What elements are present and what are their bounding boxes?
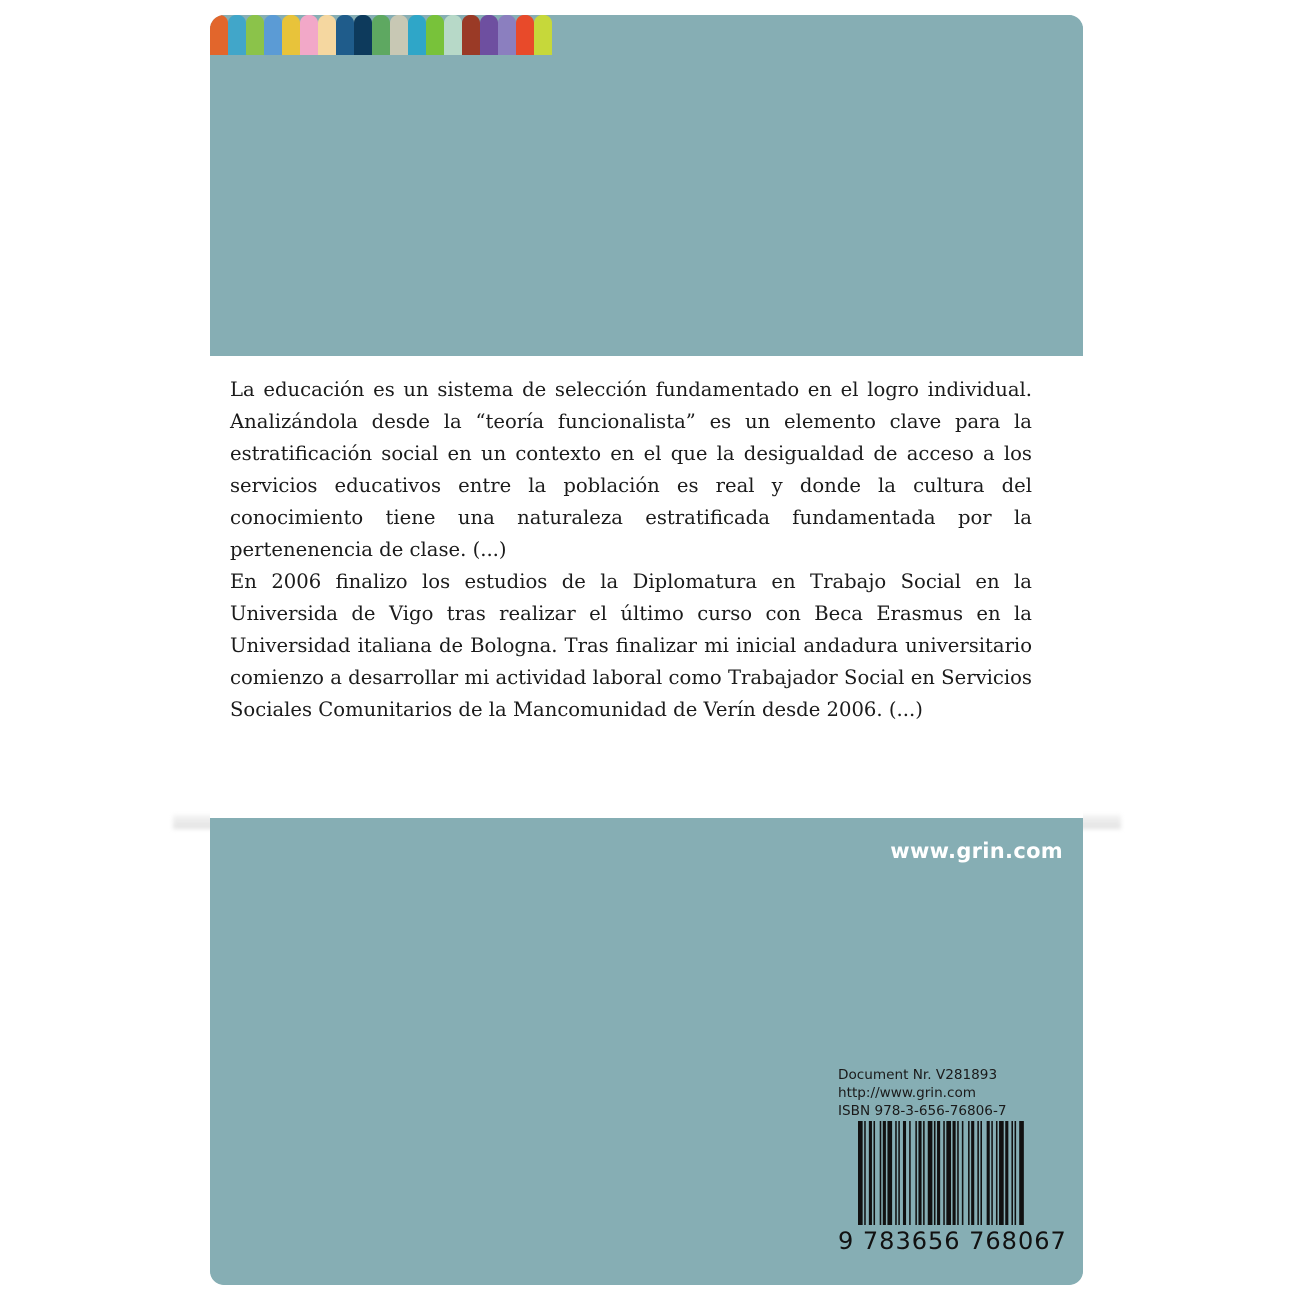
barcode-bar — [895, 1121, 897, 1225]
color-stripe — [354, 15, 372, 55]
barcode-bar — [923, 1121, 925, 1225]
barcode-bar — [962, 1121, 964, 1225]
barcode-bar — [864, 1121, 866, 1225]
barcode-bar — [957, 1121, 959, 1225]
color-stripe — [444, 15, 462, 55]
color-stripe — [408, 15, 426, 55]
color-stripe — [282, 15, 300, 55]
color-stripe — [228, 15, 246, 55]
barcode-bar — [887, 1121, 892, 1225]
publisher-website[interactable]: www.grin.com — [890, 839, 1063, 863]
barcode-bar — [991, 1121, 993, 1225]
color-stripe — [516, 15, 534, 55]
barcode-bar — [928, 1121, 933, 1225]
color-stripe — [480, 15, 498, 55]
book-back-cover — [210, 15, 1083, 1285]
barcode-bar — [883, 1121, 886, 1225]
color-stripe — [336, 15, 354, 55]
isbn: ISBN 978-3-656-76806-7 — [838, 1103, 1007, 1119]
barcode-bar — [934, 1121, 936, 1225]
barcode-bar — [858, 1121, 863, 1225]
barcode-bar — [996, 1121, 998, 1225]
barcode-bar — [915, 1121, 917, 1225]
barcode-bar — [1011, 1121, 1013, 1225]
color-stripe — [498, 15, 516, 55]
barcode-bar — [903, 1121, 906, 1225]
barcode-bar — [980, 1121, 982, 1225]
barcode-bar — [869, 1121, 872, 1225]
barcode-bar — [987, 1121, 990, 1225]
barcode-bar — [953, 1121, 956, 1225]
color-stripe — [462, 15, 480, 55]
color-stripe — [534, 15, 552, 55]
barcode-bar — [918, 1121, 921, 1225]
color-stripe — [210, 15, 228, 55]
barcode-bar — [999, 1121, 1004, 1225]
publisher-url[interactable]: http://www.grin.com — [838, 1085, 977, 1101]
barcode-bar — [880, 1121, 882, 1225]
color-stripe — [372, 15, 390, 55]
color-stripe — [390, 15, 408, 55]
color-stripe — [426, 15, 444, 55]
blurb-paragraph-author: En 2006 finalizo los estudios de la Diplomatura en Trabajo Social en la Universida de Vigo tras realizar el último curso con Beca Erasmus en la Universidad italiana de Bologna. Tras finalizar mi inicial andadura universitario comienzo a desarrollar mi actividad laboral como Trabajador Social en Servicios Sociales Comunitarios de la Mancomunidad de Verín desde 2006. (...) — [230, 570, 1032, 721]
bottom-color-panel — [210, 818, 1083, 1285]
barcode-number: 9 783656 768067 — [838, 1227, 1067, 1255]
barcode-bar — [1005, 1121, 1008, 1225]
top-color-panel — [210, 15, 1083, 356]
barcode-bar — [909, 1121, 911, 1225]
publication-info — [838, 1066, 1007, 1120]
barcode-bar — [946, 1121, 951, 1225]
barcode-bar — [1019, 1121, 1024, 1225]
barcode-bar — [874, 1121, 876, 1225]
barcode-bar — [977, 1121, 979, 1225]
blurb-band — [210, 356, 1083, 818]
color-stripe — [246, 15, 264, 55]
barcode-bar — [1015, 1121, 1017, 1225]
color-stripe — [300, 15, 318, 55]
color-stripe — [318, 15, 336, 55]
document-number: Document Nr. V281893 — [838, 1067, 998, 1083]
barcode-bar — [943, 1121, 945, 1225]
barcode-bar — [937, 1121, 940, 1225]
barcode-bar — [971, 1121, 974, 1225]
color-stripe — [264, 15, 282, 55]
barcode-bar — [898, 1121, 900, 1225]
barcode-bar — [968, 1121, 970, 1225]
color-stripes — [210, 15, 552, 55]
blurb-paragraph-summary: La educación es un sistema de selección fundamentado en el logro individual. Analizándola desde la “teoría funcionalista” es un elemento clave para la estratificación social en un contexto en el que la desigualdad de acceso a los servicios educativos entre la población es real y donde la cultura del conocimiento tiene una naturaleza estratificada fundamentada por la pertenenencia de clase. (...) — [230, 378, 1032, 561]
